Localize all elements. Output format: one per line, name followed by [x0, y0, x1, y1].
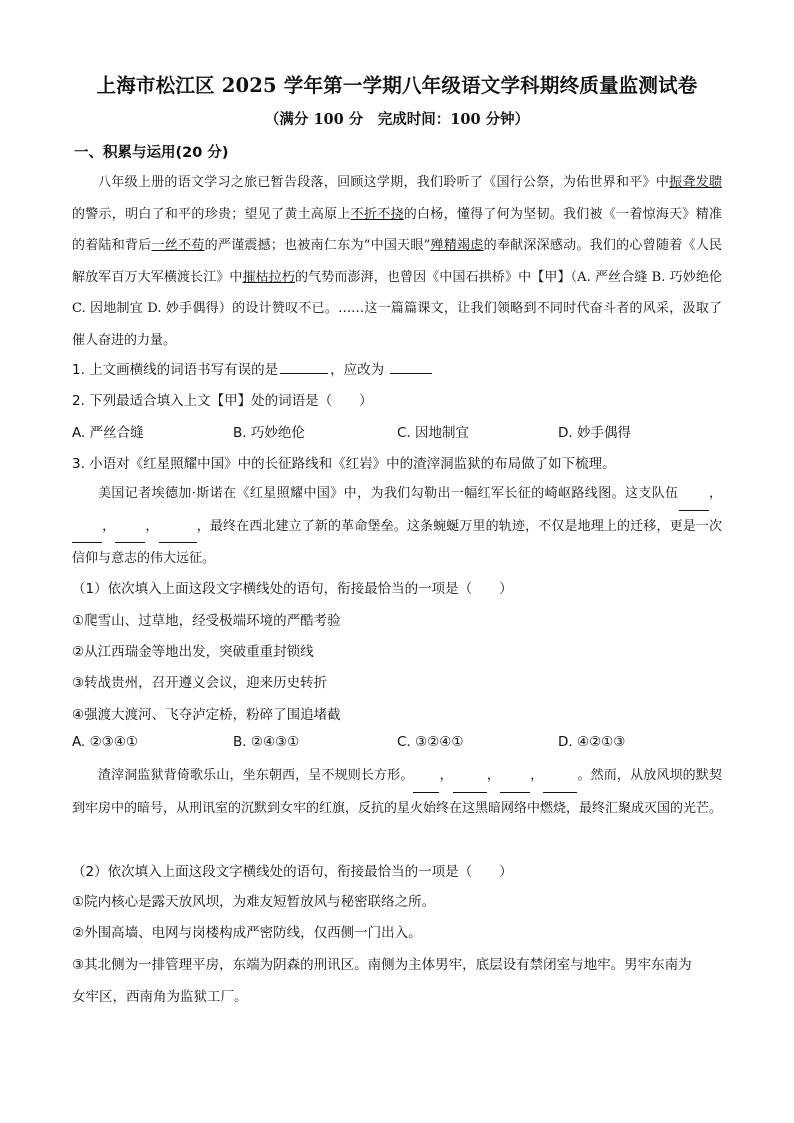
reading-paragraph-3: 渣滓洞监狱背倚歌乐山，坐东朝西，呈不规则长方形。 ， ， ， 。然而，从放风坝的默契到牢房中的暗号，从刑讯室的沉默到女牢的红旗，反抗的星火始终在这黑暗网络中燃烧，最终汇聚成灭国的光芒。: [72, 760, 722, 824]
answer-blank[interactable]: [280, 361, 328, 374]
fill-blank[interactable]: [679, 478, 709, 511]
q2-option-d[interactable]: D. 妙手偶得: [558, 425, 631, 441]
q3-2-item: 女牢区，西南角为监狱工厂。: [72, 989, 248, 1005]
fill-blank[interactable]: [543, 760, 577, 793]
fill-blank[interactable]: [500, 760, 530, 793]
section-heading: 一、积累与运用(20 分): [74, 145, 229, 161]
question-3: 3. 小语对《红星照耀中国》中的长征路线和《红岩》中的渣滓洞监狱的布局做了如下梳理。: [72, 456, 616, 472]
fill-blank[interactable]: [115, 511, 145, 544]
para1-text: 的严谨震撼；也被南仁东为“中国天眼”: [204, 238, 431, 253]
q3-2-item: ③其北侧为一排管理平房，东端为阴森的刑讯区。南侧为主体男牢，底层设有禁闭室与地牢。男牢东南为: [72, 957, 692, 973]
question-3-1: （1）依次填入上面这段文字横线处的语句，衔接最恰当的一项是（ ）: [72, 581, 513, 597]
underlined-word-3: 一丝不苟: [151, 238, 205, 253]
q3-1-item: ②从江西瑞金等地出发，突破重重封锁线: [72, 644, 314, 660]
fill-blank[interactable]: [72, 511, 102, 544]
reading-paragraph-2: 美国记者埃德加·斯诺在《红星照耀中国》中，为我们勾勒出一幅红军长征的崎岖路线图。这支队伍 ， ， ， ，最终在西北建立了新的革命堡垒。这条蜿蜒万里的轨迹，不仅是地理上的迁移，更是一次信仰与意志的伟大远征。: [72, 478, 722, 575]
fill-blank[interactable]: [159, 511, 197, 544]
para1-text: 的奉献深深感动。我们的心曾随着《人民解放军百万大军横渡长江》中: [72, 238, 722, 285]
para3-text: 渣滓洞监狱背倚歌乐山，坐东朝西，呈不规则长方形。: [98, 768, 414, 783]
question-3-2: （2）依次填入上面这段文字横线处的语句，衔接最恰当的一项是（ ）: [72, 864, 513, 880]
answer-blank[interactable]: [390, 361, 432, 374]
fill-blank[interactable]: [453, 760, 487, 793]
q2-option-b[interactable]: B. 巧妙绝伦: [233, 425, 305, 441]
q1-text: ，应改为: [330, 362, 385, 378]
exam-subtitle: （满分 100 分 完成时间：100 分钟）: [264, 111, 530, 128]
q3-1-option-b[interactable]: B. ②④③①: [233, 734, 300, 750]
q3-1-item: ④强渡大渡河、飞夺泸定桥，粉碎了围追堵截: [72, 707, 341, 723]
fill-blank[interactable]: [413, 760, 439, 793]
q3-1-item: ①爬雪山、过草地，经受极端环境的严酷考验: [72, 613, 341, 629]
q3-1-option-c[interactable]: C. ③②④①: [397, 734, 464, 750]
underlined-word-5: 摧枯拉朽: [242, 269, 296, 285]
q3-1-item: ③转战贵州，召开遵义会议，迎来历史转折: [72, 675, 328, 691]
para3-text: 。然而，从放风坝的默契到牢房中的暗号，从刑讯室的沉默到女牢的红旗，反抗的星火始终在这黑暗网络中燃烧，最终汇聚成灭国的光芒。: [72, 768, 723, 816]
q1-text: 1. 上文画横线的词语书写有误的是: [72, 362, 279, 378]
question-2: 2. 下列最适合填入上文【甲】处的词语是（ ）: [72, 393, 373, 409]
page-title: 上海市松江区 2025 学年第一学期八年级语文学科期终质量监测试卷: [96, 74, 698, 97]
para2-text: ，最终在西北建立了新的革命堡垒。这条蜿蜒万里的轨迹，不仅是地理上的迁移，更是一次信仰与意志的伟大远征。: [72, 518, 722, 566]
underlined-word-2: 不折不挠: [350, 206, 404, 222]
para1-text: 的气势而澎湃，也曾因《中国石拱桥》中【甲】（A. 严丝合缝 B. 巧妙绝伦 C. 因地制宜 D. 妙手偶得）的设计赞叹不已。……这一篇篇课文，让我们领略到不同时代奋斗者的风采，汲取了催人奋进的力量。: [72, 269, 722, 348]
para1-text: 的白杨，懂得了何为坚韧。我们被《一着惊海天》精准的着陆和背后: [72, 206, 722, 253]
q2-option-c[interactable]: C. 因地制宜: [397, 425, 470, 441]
q3-2-item: ②外围高墙、电网与岗楼构成严密防线，仅西侧一门出入。: [72, 925, 422, 941]
para1-text: 的警示，明白了和平的珍贵；望见了黄土高原上: [72, 206, 351, 222]
q3-1-option-a[interactable]: A. ②③④①: [72, 734, 138, 750]
reading-paragraph-1: [72, 167, 722, 356]
q2-option-a[interactable]: A. 严丝合缝: [72, 425, 144, 441]
para1-text: 八年级上册的语文学习之旅已暂告段落，回顾这学期，我们聆听了《国行公祭，为佑世界和平》中: [98, 175, 670, 190]
para2-text: 美国记者埃德加·斯诺在《红星照耀中国》中，为我们勾勒出一幅红军长征的崎岖路线图。这支队伍: [98, 486, 679, 501]
underlined-word-1: 振聋发聩: [669, 175, 722, 190]
q3-2-item: ①院内核心是露天放风坝，为难友短暂放风与秘密联络之所。: [72, 894, 436, 910]
q3-1-option-d[interactable]: D. ④②①③: [558, 734, 626, 750]
question-1: [72, 358, 434, 378]
underlined-word-4: 殚精竭虑: [430, 238, 484, 253]
